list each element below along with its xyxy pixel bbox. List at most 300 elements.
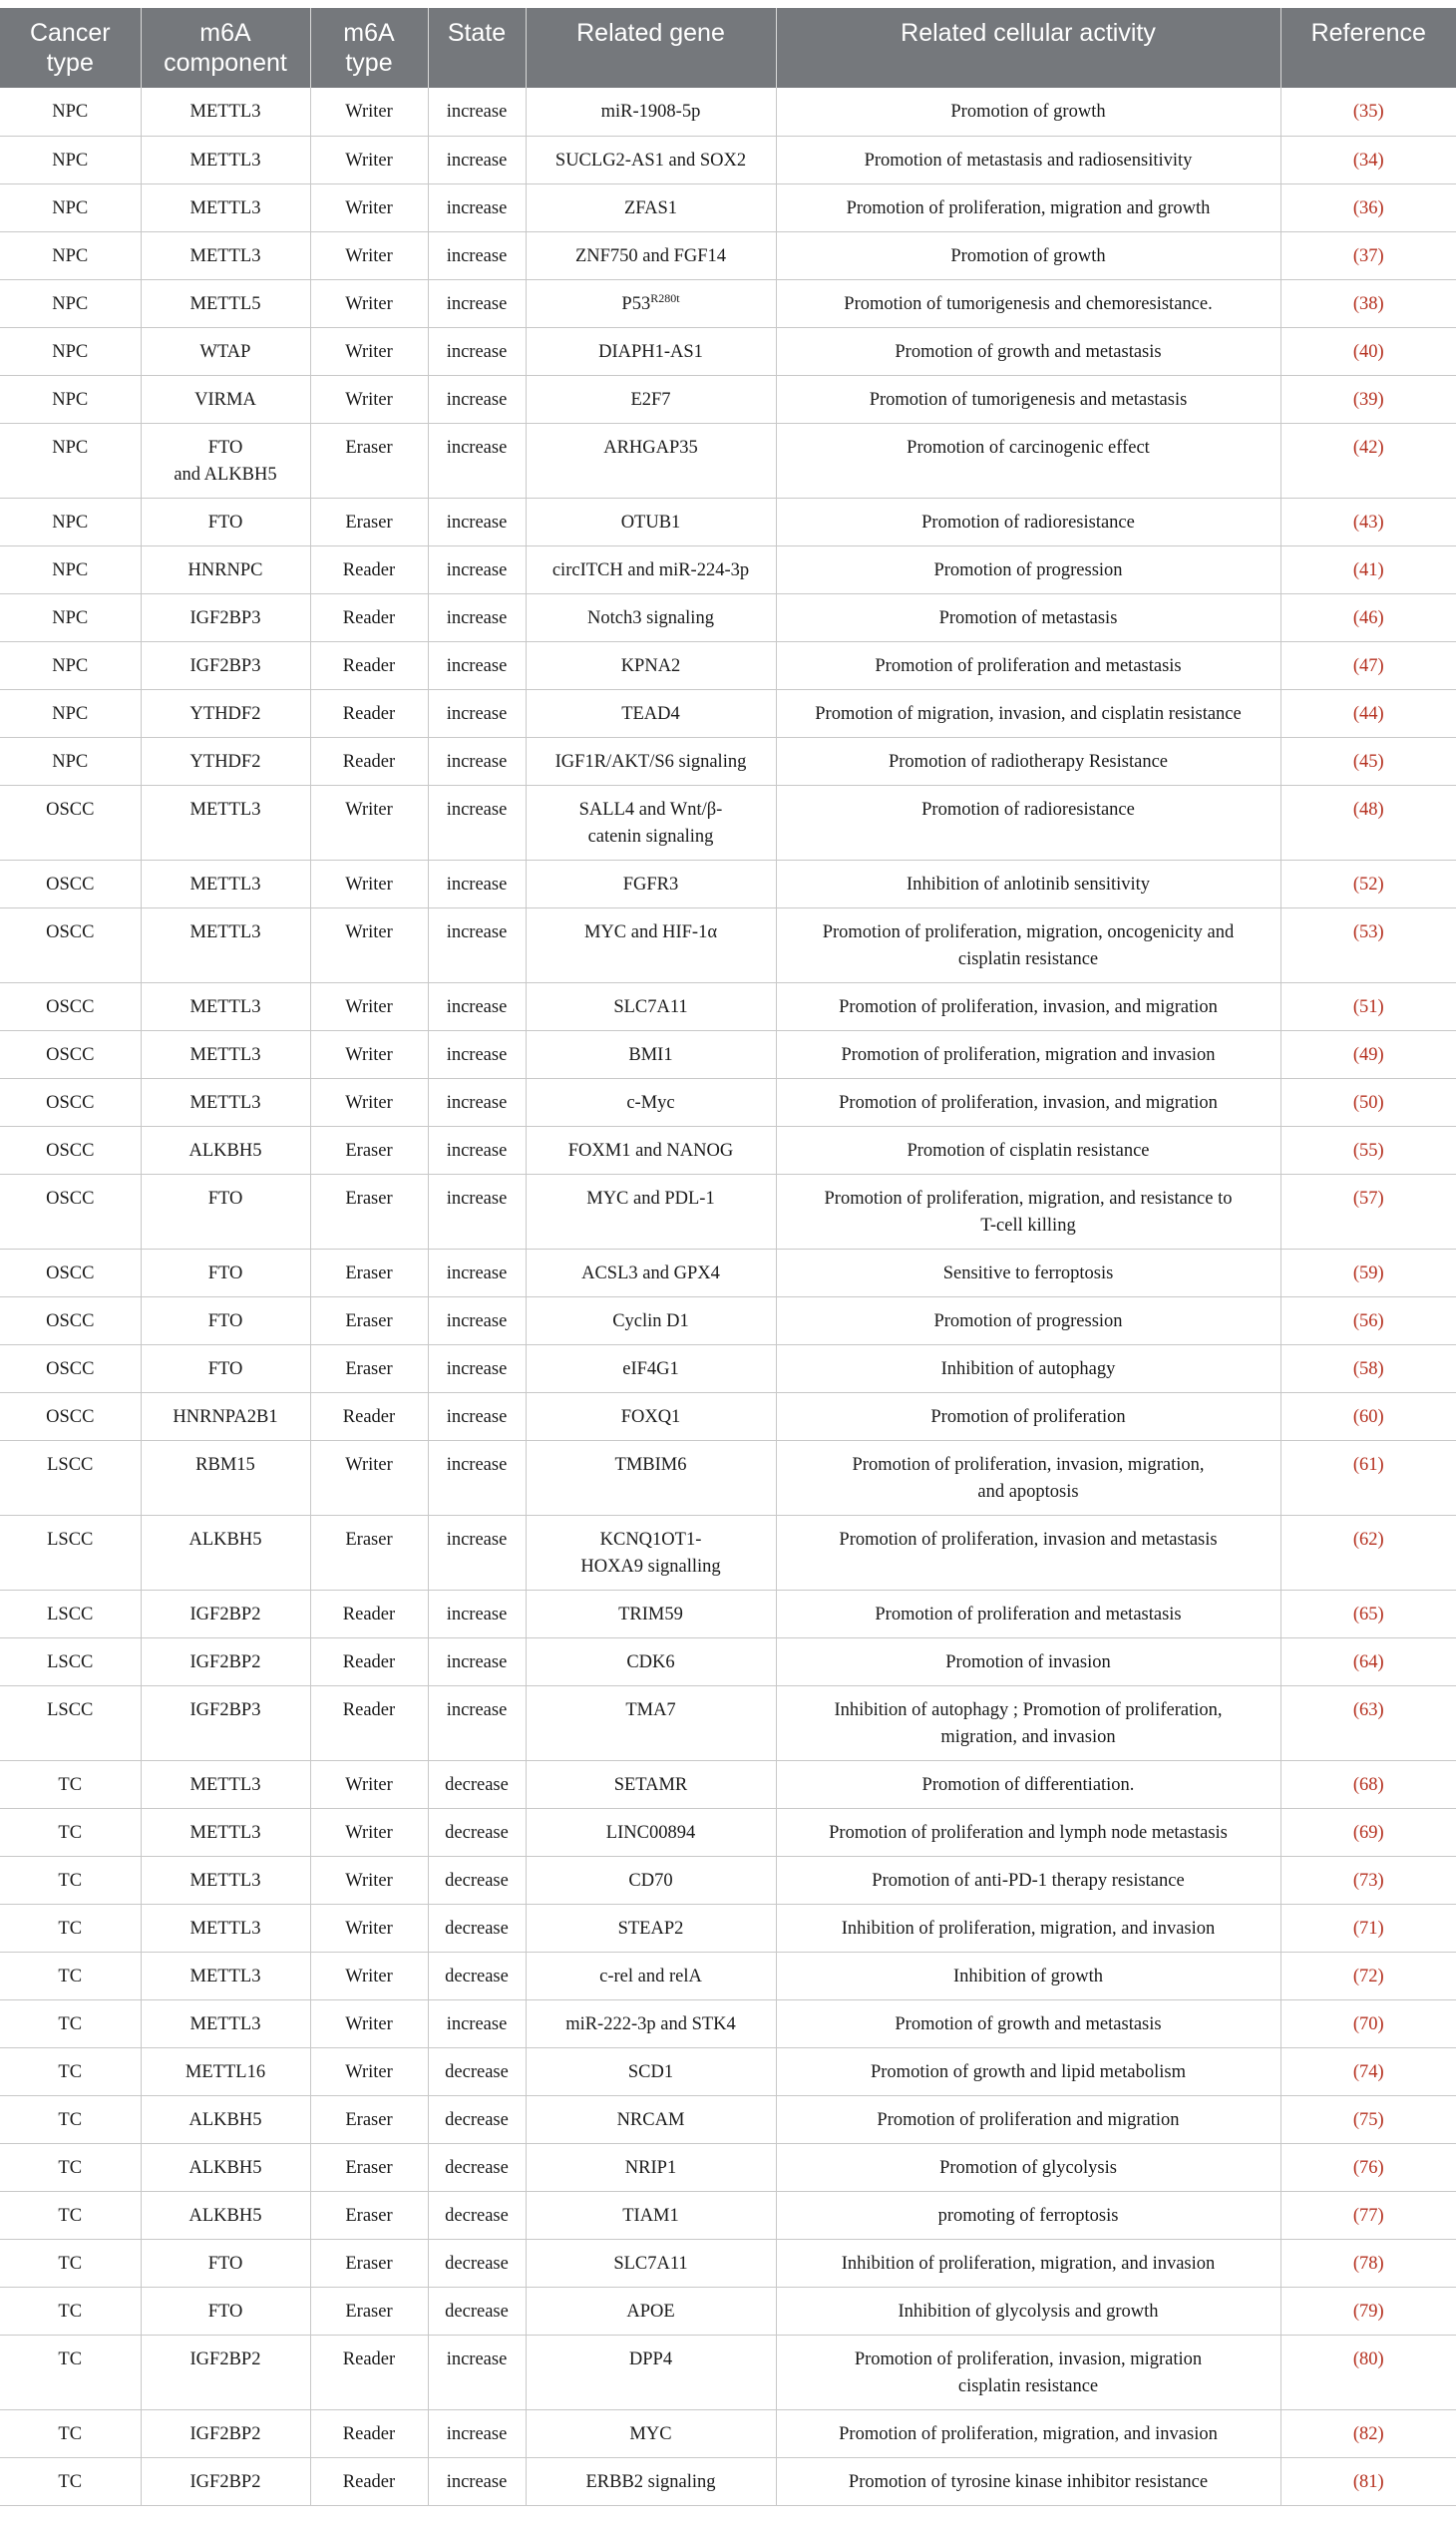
reference-link[interactable] <box>1353 1455 1384 1475</box>
reference-open-paren: ( <box>1352 2109 1359 2130</box>
cell-related-gene-text: LINC00894 <box>605 1822 696 1843</box>
cell-related-activity <box>776 1126 1280 1174</box>
reference-link[interactable] <box>1353 2424 1384 2444</box>
cell-m6a-type-text: Reader <box>342 1604 396 1624</box>
reference-link[interactable] <box>1353 246 1384 266</box>
table-row <box>0 1392 1456 1440</box>
cell-cancer-type-text: TC <box>58 2061 83 2082</box>
cell-m6a-component-text: METTL3 <box>189 799 261 820</box>
cell-m6a-type-text: Writer <box>345 197 393 218</box>
cell-state <box>428 1174 526 1249</box>
cell-m6a-component-text: METTL3 <box>189 2013 261 2034</box>
cell-state-text: increase <box>446 293 508 314</box>
reference-link[interactable] <box>1353 151 1384 171</box>
cell-m6a-component <box>141 982 310 1030</box>
reference-number: 73 <box>1359 1870 1378 1891</box>
cell-m6a-component <box>141 2047 310 2095</box>
reference-link[interactable] <box>1353 1605 1384 1624</box>
reference-number: 57 <box>1359 1188 1378 1209</box>
cell-m6a-type-text: Writer <box>345 102 393 122</box>
reference-number: 68 <box>1359 1774 1378 1795</box>
reference-link[interactable] <box>1353 2349 1384 2369</box>
cell-state-text: increase <box>446 1454 508 1475</box>
cell-related-activity-text: Promotion of proliferation, migration, oncogenicity and cisplatin resistance <box>822 921 1235 969</box>
reference-link[interactable] <box>1353 997 1384 1017</box>
reference-close-paren: ) <box>1377 1966 1384 1986</box>
cell-m6a-component <box>141 2457 310 2505</box>
cell-cancer-type-text: OSCC <box>46 874 95 895</box>
table-row <box>0 2335 1456 2409</box>
cell-reference <box>1280 1952 1456 1999</box>
cell-m6a-component-text: METTL5 <box>189 293 261 314</box>
cell-m6a-component-text: METTL3 <box>189 102 261 122</box>
cell-cancer-type-text: NPC <box>52 512 89 533</box>
cell-related-activity <box>776 2409 1280 2457</box>
reference-close-paren: ) <box>1377 2301 1384 2322</box>
cell-related-activity <box>776 183 1280 231</box>
cell-state <box>428 327 526 375</box>
reference-open-paren: ( <box>1352 437 1359 458</box>
reference-link[interactable] <box>1353 1652 1384 1672</box>
cell-related-gene-text: FGFR3 <box>622 874 679 895</box>
reference-number: 60 <box>1359 1406 1378 1427</box>
reference-link[interactable] <box>1353 2110 1384 2130</box>
cell-related-gene <box>526 1637 776 1685</box>
cell-state-text: increase <box>446 996 508 1017</box>
reference-link[interactable] <box>1353 704 1384 724</box>
cell-m6a-component <box>141 231 310 279</box>
cell-reference <box>1280 375 1456 423</box>
cell-related-activity-text: Promotion of proliferation, migration, and invasion <box>839 2423 1218 2444</box>
cell-state <box>428 2239 526 2287</box>
cell-m6a-component <box>141 2287 310 2335</box>
cell-state-text: increase <box>446 1044 508 1065</box>
table-body <box>0 88 1456 2505</box>
table-row <box>0 982 1456 1030</box>
cell-related-gene-text: FOXQ1 <box>620 1406 681 1427</box>
cell-related-activity-text: Promotion of invasion <box>945 1651 1111 1672</box>
reference-close-paren: ) <box>1377 996 1384 1017</box>
table-row <box>0 2457 1456 2505</box>
reference-number: 81 <box>1359 2471 1378 2492</box>
cell-m6a-type-text: Writer <box>345 389 393 410</box>
reference-number: 49 <box>1359 1044 1378 1065</box>
cell-cancer-type <box>0 327 141 375</box>
cell-m6a-type <box>310 2457 428 2505</box>
cell-cancer-type-text: NPC <box>52 559 89 580</box>
cell-related-gene <box>526 1440 776 1515</box>
reference-open-paren: ( <box>1352 607 1359 628</box>
cell-state-text: increase <box>446 874 508 895</box>
reference-open-paren: ( <box>1352 341 1359 362</box>
reference-link[interactable] <box>1353 1045 1384 1065</box>
table-row <box>0 1808 1456 1856</box>
cell-cancer-type-text: LSCC <box>47 1454 94 1475</box>
cell-m6a-component <box>141 545 310 593</box>
cell-state <box>428 1637 526 1685</box>
reference-number: 70 <box>1359 2013 1378 2034</box>
cell-state <box>428 183 526 231</box>
cell-cancer-type <box>0 1030 141 1078</box>
cell-related-gene <box>526 2047 776 2095</box>
header-related-gene: Related gene <box>526 8 776 88</box>
reference-link[interactable] <box>1353 2472 1384 2492</box>
reference-close-paren: ) <box>1377 2013 1384 2034</box>
cell-m6a-type-text: Writer <box>345 921 393 942</box>
cell-state-text: increase <box>446 1699 508 1720</box>
cell-related-gene <box>526 2191 776 2239</box>
table-row <box>0 183 1456 231</box>
table-row <box>0 136 1456 183</box>
cell-m6a-component-text: WTAP <box>199 341 251 362</box>
reference-link[interactable] <box>1353 1407 1384 1427</box>
reference-link[interactable] <box>1353 1823 1384 1843</box>
cell-state <box>428 1808 526 1856</box>
cell-m6a-component-text: METTL3 <box>189 1774 261 1795</box>
reference-link[interactable] <box>1353 2062 1384 2082</box>
cell-m6a-type-text: Reader <box>342 2348 396 2369</box>
cell-cancer-type <box>0 689 141 737</box>
cell-m6a-component-text: HNRNPA2B1 <box>173 1406 278 1427</box>
table-row <box>0 1296 1456 1344</box>
cell-reference <box>1280 1392 1456 1440</box>
header-row <box>0 8 1456 88</box>
reference-link[interactable] <box>1353 1871 1384 1891</box>
cell-related-activity-text: Promotion of tumorigenesis and chemoresistance. <box>844 293 1213 314</box>
cell-cancer-type <box>0 2409 141 2457</box>
table-row <box>0 1856 1456 1904</box>
cell-m6a-component-text: ALKBH5 <box>188 2109 262 2130</box>
cell-cancer-type-text: TC <box>58 2205 83 2226</box>
cell-state <box>428 593 526 641</box>
reference-close-paren: ) <box>1377 1140 1384 1161</box>
table-row <box>0 1590 1456 1637</box>
cell-related-gene <box>526 907 776 982</box>
cell-related-gene-text: TMA7 <box>625 1699 676 1720</box>
table-row <box>0 2191 1456 2239</box>
reference-open-paren: ( <box>1352 996 1359 1017</box>
cell-m6a-component-text: FTO <box>207 2253 243 2274</box>
cell-m6a-type-text: Reader <box>342 1699 396 1720</box>
reference-link[interactable] <box>1353 390 1384 410</box>
cell-cancer-type <box>0 423 141 498</box>
cell-state-text: decrease <box>445 2253 509 2274</box>
reference-close-paren: ) <box>1377 1310 1384 1331</box>
reference-number: 72 <box>1359 1966 1378 1986</box>
reference-link[interactable] <box>1353 1141 1384 1161</box>
cell-related-activity <box>776 498 1280 545</box>
reference-close-paren: ) <box>1377 1188 1384 1209</box>
cell-related-gene <box>526 1174 776 1249</box>
cell-cancer-type-text: NPC <box>52 607 89 628</box>
reference-close-paren: ) <box>1377 1699 1384 1720</box>
cell-related-activity <box>776 327 1280 375</box>
cell-related-activity-text: Promotion of metastasis and radiosensitivity <box>864 150 1193 171</box>
cell-state-text: increase <box>446 150 508 171</box>
reference-link[interactable] <box>1353 1311 1384 1331</box>
cell-m6a-type <box>310 1392 428 1440</box>
reference-close-paren: ) <box>1377 1358 1384 1379</box>
reference-close-paren: ) <box>1377 799 1384 820</box>
cell-m6a-type-text: Writer <box>345 1966 393 1986</box>
cell-state-text: decrease <box>445 2109 509 2130</box>
cell-related-gene-text: MYC and HIF-1α <box>583 921 718 942</box>
cell-state-text: increase <box>446 389 508 410</box>
cell-related-activity-text: Promotion of proliferation, invasion, and migration <box>839 996 1218 1017</box>
cell-state-text: decrease <box>445 1870 509 1891</box>
cell-m6a-component-text: METTL3 <box>189 996 261 1017</box>
cell-related-activity <box>776 1904 1280 1952</box>
header-related-activity: Related cellular activity <box>776 8 1280 88</box>
reference-open-paren: ( <box>1352 2348 1359 2369</box>
cell-m6a-type-text: Writer <box>345 293 393 314</box>
cell-m6a-type-text: Writer <box>345 341 393 362</box>
cell-cancer-type <box>0 1590 141 1637</box>
cell-related-activity <box>776 785 1280 860</box>
cell-m6a-component-text: METTL3 <box>189 1092 261 1113</box>
cell-cancer-type-text: TC <box>58 1918 83 1939</box>
cell-state-text: increase <box>446 655 508 676</box>
cell-related-gene <box>526 231 776 279</box>
reference-link[interactable] <box>1353 342 1384 362</box>
cell-related-activity <box>776 1174 1280 1249</box>
reference-number: 48 <box>1359 799 1378 820</box>
cell-cancer-type <box>0 1174 141 1249</box>
reference-close-paren: ) <box>1377 874 1384 895</box>
table-row <box>0 1904 1456 1952</box>
cell-m6a-type <box>310 1515 428 1590</box>
reference-link[interactable] <box>1353 438 1384 458</box>
cell-reference <box>1280 1174 1456 1249</box>
cell-cancer-type <box>0 982 141 1030</box>
reference-link[interactable] <box>1353 1530 1384 1550</box>
reference-link[interactable] <box>1353 1359 1384 1379</box>
cell-cancer-type-text: NPC <box>52 655 89 676</box>
reference-open-paren: ( <box>1352 293 1359 314</box>
cell-cancer-type-text: NPC <box>52 751 89 772</box>
reference-number: 76 <box>1359 2157 1378 2178</box>
cell-m6a-component-text: METTL16 <box>184 2061 266 2082</box>
cell-m6a-type <box>310 1440 428 1515</box>
reference-number: 56 <box>1359 1310 1378 1331</box>
reference-open-paren: ( <box>1352 2253 1359 2274</box>
cell-state <box>428 1249 526 1296</box>
cell-m6a-component <box>141 1392 310 1440</box>
reference-link[interactable] <box>1353 198 1384 218</box>
cell-cancer-type <box>0 1440 141 1515</box>
cell-related-activity-text: Promotion of growth <box>950 102 1106 122</box>
cell-m6a-component <box>141 1685 310 1760</box>
table-row <box>0 2287 1456 2335</box>
cell-m6a-type <box>310 1590 428 1637</box>
cell-related-gene-text: MYC and PDL-1 <box>586 1188 715 1209</box>
reference-link[interactable] <box>1353 1263 1384 1283</box>
reference-link[interactable] <box>1353 1775 1384 1795</box>
reference-link[interactable] <box>1353 800 1384 820</box>
cell-related-gene-text: SALL4 and Wnt/β- catenin signaling <box>578 799 723 847</box>
cell-related-gene-text: circITCH and miR-224-3p <box>551 559 750 580</box>
cell-m6a-type-text: Reader <box>342 607 396 628</box>
reference-link[interactable] <box>1353 1700 1384 1720</box>
cell-related-gene-text: ARHGAP35 <box>603 437 698 458</box>
cell-related-activity <box>776 689 1280 737</box>
cell-m6a-type-text: Reader <box>342 2423 396 2444</box>
reference-link[interactable] <box>1353 2302 1384 2322</box>
cell-related-activity-text: Inhibition of growth <box>952 1966 1104 1986</box>
cell-m6a-type <box>310 689 428 737</box>
cell-m6a-type-text: Writer <box>345 874 393 895</box>
reference-number: 78 <box>1359 2253 1378 2274</box>
cell-m6a-type-text: Eraser <box>345 512 393 533</box>
cell-related-activity <box>776 1760 1280 1808</box>
reference-link[interactable] <box>1353 1189 1384 1209</box>
cell-related-gene-text: E2F7 <box>630 389 671 410</box>
reference-number: 55 <box>1359 1140 1378 1161</box>
cell-m6a-component <box>141 1344 310 1392</box>
cell-related-activity <box>776 136 1280 183</box>
cell-m6a-type <box>310 641 428 689</box>
cell-cancer-type <box>0 1515 141 1590</box>
reference-open-paren: ( <box>1352 1454 1359 1475</box>
reference-link[interactable] <box>1353 875 1384 895</box>
cell-related-gene <box>526 183 776 231</box>
header-m6a-type: m6A type <box>310 8 428 88</box>
cell-related-gene-text: NRCAM <box>616 2109 685 2130</box>
cell-cancer-type-text: OSCC <box>46 1188 95 1209</box>
cell-m6a-component <box>141 1952 310 1999</box>
cell-m6a-type-text: Reader <box>342 1651 396 1672</box>
cell-state <box>428 1856 526 1904</box>
table-row <box>0 641 1456 689</box>
reference-link[interactable] <box>1353 2206 1384 2226</box>
cell-m6a-type-text: Writer <box>345 1092 393 1113</box>
cell-m6a-type <box>310 1760 428 1808</box>
cell-cancer-type-text: OSCC <box>46 799 95 820</box>
cell-related-gene-text: APOE <box>626 2301 675 2322</box>
cell-related-activity <box>776 1856 1280 1904</box>
reference-close-paren: ) <box>1377 921 1384 942</box>
cell-state <box>428 498 526 545</box>
reference-link[interactable] <box>1353 1093 1384 1113</box>
cell-related-activity <box>776 231 1280 279</box>
cell-m6a-type <box>310 545 428 593</box>
cell-m6a-component <box>141 860 310 907</box>
cell-related-gene-text: KCNQ1OT1- HOXA9 signalling <box>580 1529 721 1577</box>
reference-open-paren: ( <box>1352 102 1359 122</box>
reference-link[interactable] <box>1353 560 1384 580</box>
cell-m6a-type <box>310 1296 428 1344</box>
cell-cancer-type <box>0 1999 141 2047</box>
cell-state-text: decrease <box>445 1918 509 1939</box>
cell-reference <box>1280 907 1456 982</box>
reference-open-paren: ( <box>1352 1140 1359 1161</box>
reference-link[interactable] <box>1353 513 1384 533</box>
table-row <box>0 1344 1456 1392</box>
cell-m6a-type <box>310 2143 428 2191</box>
reference-number: 59 <box>1359 1263 1378 1283</box>
cell-m6a-type-text: Reader <box>342 2471 396 2492</box>
cell-m6a-type-text: Eraser <box>345 2109 393 2130</box>
cell-related-gene <box>526 737 776 785</box>
cell-m6a-component <box>141 1637 310 1685</box>
reference-open-paren: ( <box>1352 799 1359 820</box>
reference-number: 36 <box>1359 197 1378 218</box>
cell-related-gene-text: BMI1 <box>628 1044 673 1065</box>
reference-link[interactable] <box>1353 2254 1384 2274</box>
cell-m6a-type <box>310 2047 428 2095</box>
cell-related-gene <box>526 1344 776 1392</box>
reference-link[interactable] <box>1353 2158 1384 2178</box>
header-reference: Reference <box>1280 8 1456 88</box>
reference-close-paren: ) <box>1377 245 1384 266</box>
cell-m6a-component <box>141 1904 310 1952</box>
reference-number: 82 <box>1359 2423 1378 2444</box>
cell-state <box>428 1126 526 1174</box>
reference-number: 42 <box>1359 437 1378 458</box>
table-row <box>0 2143 1456 2191</box>
cell-related-gene <box>526 982 776 1030</box>
reference-link[interactable] <box>1353 752 1384 772</box>
cell-cancer-type <box>0 907 141 982</box>
reference-link[interactable] <box>1353 1919 1384 1939</box>
cell-m6a-component <box>141 2191 310 2239</box>
cell-m6a-type <box>310 2335 428 2409</box>
cell-related-gene <box>526 1904 776 1952</box>
cell-state <box>428 2335 526 2409</box>
reference-link[interactable] <box>1353 294 1384 314</box>
cell-related-activity-text: Inhibition of anlotinib sensitivity <box>906 874 1151 895</box>
cell-reference <box>1280 1685 1456 1760</box>
cell-related-activity <box>776 375 1280 423</box>
cell-reference <box>1280 183 1456 231</box>
cell-m6a-component-text: IGF2BP3 <box>189 607 261 628</box>
cell-m6a-type <box>310 1952 428 1999</box>
cell-state <box>428 1904 526 1952</box>
cell-m6a-type-text: Eraser <box>345 437 393 458</box>
reference-link[interactable] <box>1353 102 1384 122</box>
cell-m6a-component-text: METTL3 <box>189 150 261 171</box>
cell-related-gene-text: FOXM1 and NANOG <box>567 1140 734 1161</box>
reference-close-paren: ) <box>1377 1263 1384 1283</box>
cell-reference <box>1280 1249 1456 1296</box>
cell-state-text: decrease <box>445 2061 509 2082</box>
reference-link[interactable] <box>1353 1967 1384 1986</box>
reference-open-paren: ( <box>1352 1358 1359 1379</box>
cell-state-text: increase <box>446 921 508 942</box>
cell-state <box>428 2143 526 2191</box>
reference-number: 39 <box>1359 389 1378 410</box>
reference-open-paren: ( <box>1352 1406 1359 1427</box>
table-row <box>0 1078 1456 1126</box>
reference-link[interactable] <box>1353 2014 1384 2034</box>
table-row <box>0 1249 1456 1296</box>
reference-close-paren: ) <box>1377 655 1384 676</box>
reference-link[interactable] <box>1353 608 1384 628</box>
reference-number: 40 <box>1359 341 1378 362</box>
reference-close-paren: ) <box>1377 2348 1384 2369</box>
cell-state <box>428 1685 526 1760</box>
cell-m6a-component <box>141 737 310 785</box>
cell-m6a-component <box>141 498 310 545</box>
table-row <box>0 1174 1456 1249</box>
cell-m6a-type <box>310 231 428 279</box>
cell-m6a-type <box>310 1126 428 1174</box>
reference-link[interactable] <box>1353 922 1384 942</box>
cell-state <box>428 785 526 860</box>
cell-related-activity-text: Inhibition of proliferation, migration, and invasion <box>841 2253 1216 2274</box>
reference-link[interactable] <box>1353 656 1384 676</box>
cell-related-gene <box>526 2287 776 2335</box>
